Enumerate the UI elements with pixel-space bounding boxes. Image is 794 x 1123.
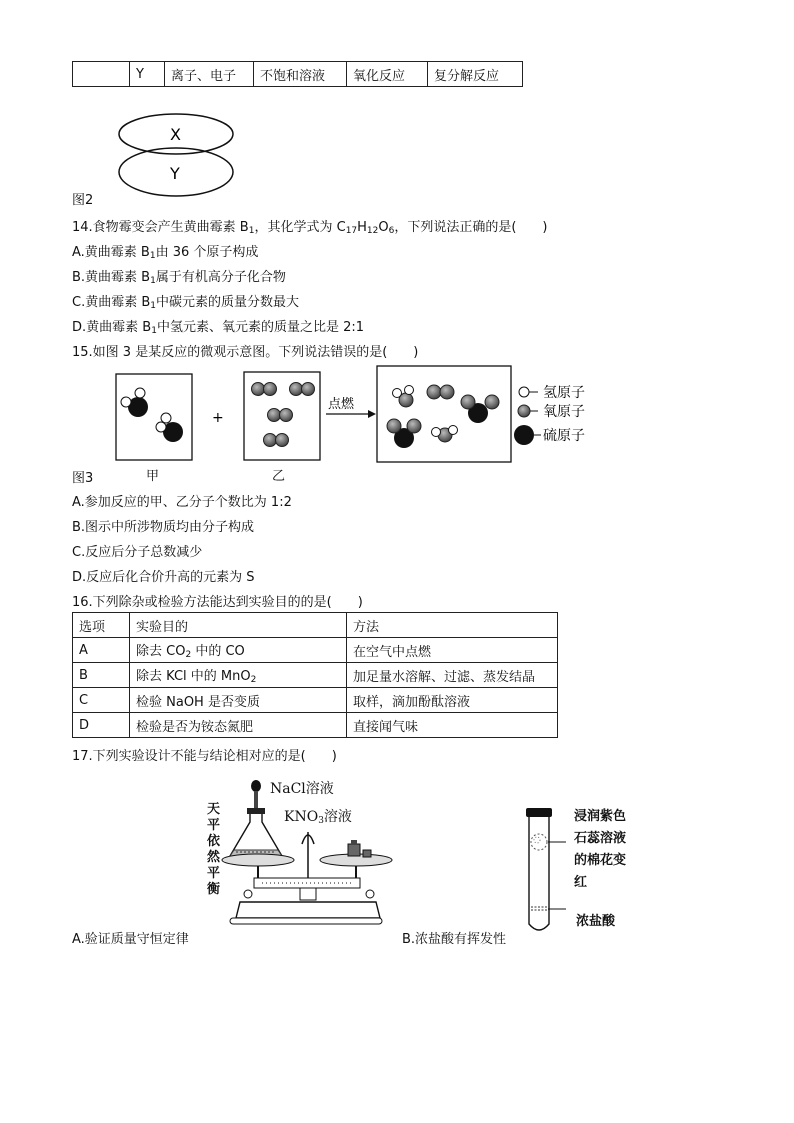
subscript: 1 [248,226,255,236]
subscript: 3 [318,816,324,826]
text: 属于有机高分子化合物 [155,270,286,285]
question-17-option-a[interactable]: A.验证质量守恒定律 [72,932,189,947]
table-header-row [73,613,558,638]
header-cell: 实验目的 [130,613,347,638]
table-cell [73,62,130,87]
subscript: 1 [149,251,156,261]
question-15-option-b[interactable]: B.图示中所涉物质均由分子构成 [72,520,255,535]
legend-label: 硫原子 [543,428,585,444]
label-jia: 甲 [146,469,160,484]
table-row[interactable] [73,663,558,688]
question-17-option-b[interactable]: B.浓盐酸有挥发性 [402,932,507,947]
method-cell: 取样，滴加酚酞溶液 [347,688,558,713]
figure-caption: 图2 [72,193,94,208]
subscript: 12 [366,226,379,236]
text: ，其化学式为 C [254,220,346,235]
question-15-option-a[interactable]: A.参加反应的甲、乙分子个数比为 1:2 [72,495,292,510]
conical-flask [230,808,282,856]
text: KNO [284,809,319,825]
subscript: 2 [250,675,257,685]
label-yi: 乙 [272,469,286,484]
legend-oxygen [518,405,538,417]
note-line: 石蕊溶液 [574,831,627,846]
kno3-label [284,806,352,826]
question-15-option-d[interactable]: D.反应后化合价升高的元素为 S [72,570,255,585]
question-16-stem: 16.下列除杂或检验方法能达到实验目的的是( ) [72,595,363,610]
question-14-option-a[interactable] [72,241,258,261]
dropper-icon [251,780,261,811]
table-cell: Y [130,62,165,87]
venn-label-y: Y [170,164,180,183]
nacl-label: NaCl溶液 [270,781,334,797]
text: 检验 NaOH 是否变质 [136,694,260,710]
table-row[interactable] [73,713,558,738]
question-14-option-b[interactable] [72,266,286,286]
legend-label: 氧原子 [543,404,585,420]
note-char: 然 [207,850,221,865]
table-row[interactable] [73,688,558,713]
note-line: 红 [574,875,588,890]
question-14-stem [72,216,548,236]
venn-label-x: X [170,125,181,144]
method-cell: 在空气中点燃 [347,638,558,663]
o2-molecule [264,434,289,447]
text: C.黄曲霉素 B [72,295,151,310]
note-char: 平 [207,818,221,833]
note-char: 天 [207,802,221,817]
note-char: 依 [207,834,221,849]
legend-hydrogen [519,387,538,397]
table-row [73,62,523,87]
text: 中氢元素、氧元素的质量之比是 2:1 [156,320,364,335]
text: 由 36 个原子构成 [155,245,259,260]
figure-caption: 图3 [72,471,94,486]
reaction-micro-diagram [100,362,620,470]
option-cell: B [73,663,130,688]
question-14-option-c[interactable] [72,291,299,311]
text: 中碳元素的质量分数最大 [156,295,300,310]
subscript: 6 [388,226,395,236]
table-cell: 离子、电子 [165,62,254,87]
weight-icon [348,840,371,857]
so2-molecule [427,385,454,399]
method-cell: 加足量水溶解、过滤、蒸发结晶 [347,663,558,688]
concept-relation-table [72,61,523,87]
text: A.黄曲霉素 B [72,245,150,260]
text: H [357,220,367,235]
legend-sulfur [514,425,541,445]
text: ，下列说法正确的是( ) [394,220,548,235]
note-line: 浸润紫色 [574,809,627,824]
subscript: 1 [150,301,156,311]
litmus-note [574,806,626,894]
balance-note [207,802,221,898]
text: B.黄曲霉素 B [72,270,151,285]
reaction-condition: 点燃 [328,397,355,412]
goal-cell [130,688,347,713]
subscript: 1 [150,276,156,286]
text: 溶液 [323,809,352,825]
option-cell: C [73,688,130,713]
note-line: 的棉花变 [574,853,627,868]
option-cell: D [73,713,130,738]
o2-molecule [290,383,315,396]
text: O [378,220,389,235]
note-char: 衡 [207,882,221,897]
text: 中的 CO [191,644,245,659]
o2-molecule [252,383,277,396]
method-cell: 直接闻气味 [347,713,558,738]
reactant-box-jia [116,374,192,460]
h2s-molecule [156,413,183,442]
text: 除去 KCl 中的 MnO [136,669,251,684]
methods-table [72,612,558,738]
so2-molecule [461,395,499,423]
question-15-stem: 15.如图 3 是某反应的微观示意图。下列说法错误的是( ) [72,345,419,360]
plus-sign: + [212,410,224,426]
table-cell: 复分解反应 [428,62,523,87]
goal-cell [130,663,347,688]
legend-label: 氢原子 [543,385,585,401]
header-cell: 方法 [347,613,558,638]
note-char: 平 [207,866,221,881]
table-cell: 不饱和溶液 [254,62,347,87]
test-tube-apparatus [520,806,570,938]
option-cell: A [73,638,130,663]
question-15-option-c[interactable]: C.反应后分子总数减少 [72,545,203,560]
question-14-option-d[interactable] [72,316,364,336]
text: 除去 CO [136,644,186,659]
so2-molecule [387,419,421,448]
acid-label: 浓盐酸 [576,914,616,929]
h2o-molecule [432,426,458,443]
goal-cell [130,713,347,738]
h2s-molecule [121,388,148,417]
text: 14.食物霉变会产生黄曲霉素 B [72,220,249,235]
venn-diagram [112,110,242,200]
subscript: 1 [151,326,157,336]
goal-cell [130,638,347,663]
text: 检验是否为铵态氮肥 [136,719,254,735]
table-cell: 氧化反应 [347,62,428,87]
header-cell: 选项 [73,613,130,638]
subscript: 17 [345,226,358,236]
h2o-molecule [393,386,414,408]
table-row[interactable] [73,638,558,663]
subscript: 2 [185,650,192,660]
text: D.黄曲霉素 B [72,320,152,335]
question-17-stem: 17.下列实验设计不能与结论相对应的是( ) [72,749,337,764]
o2-molecule [268,409,293,422]
product-box [377,366,511,462]
